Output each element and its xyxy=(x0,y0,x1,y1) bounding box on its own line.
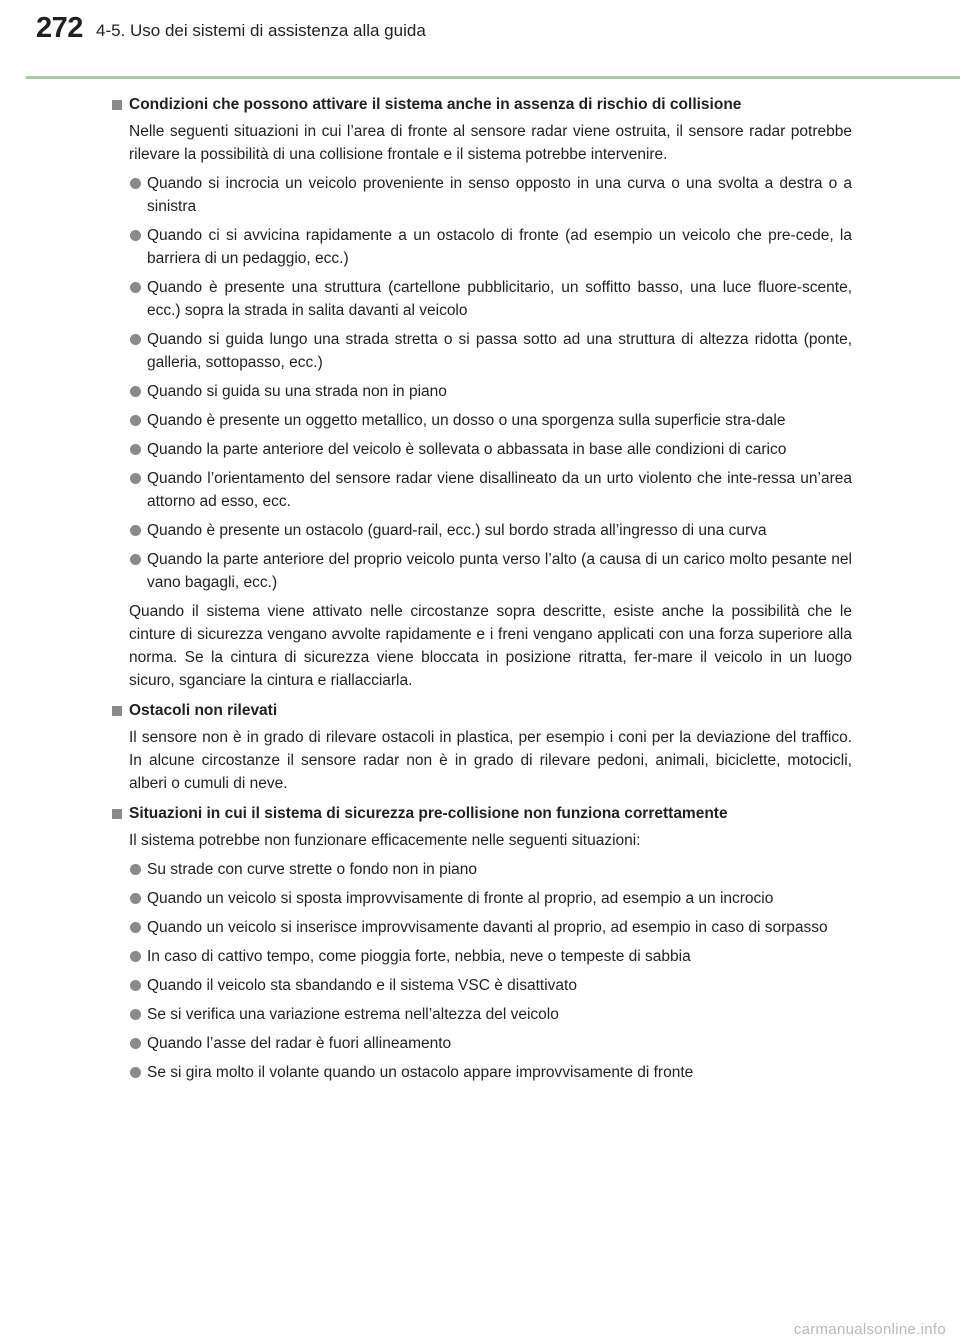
bullet-list xyxy=(112,858,852,1084)
list-item: Su strade con curve strette o fondo non in piano xyxy=(129,858,852,881)
circle-bullet-icon xyxy=(130,1038,141,1049)
circle-bullet-icon xyxy=(130,444,141,455)
list-item: Se si gira molto il volante quando un ostacolo appare improvvisamente di fronte xyxy=(129,1061,852,1084)
list-item: Quando è presente una struttura (cartellone pubblicitario, un soffitto basso, una luce fluore-scente, ecc.) sopra la strada in salita davanti al veicolo xyxy=(129,276,852,322)
list-item: Quando l’asse del radar è fuori allineamento xyxy=(129,1032,852,1055)
square-bullet-icon xyxy=(112,706,122,716)
list-item: Quando la parte anteriore del proprio veicolo punta verso l’alto (a causa di un carico molto pesante nel vano bagagli, ecc.) xyxy=(129,548,852,594)
circle-bullet-icon xyxy=(130,230,141,241)
list-item: Quando è presente un ostacolo (guard-rail, ecc.) sul bordo strada all’ingresso di una curva xyxy=(129,519,852,542)
circle-bullet-icon xyxy=(130,178,141,189)
circle-bullet-icon xyxy=(130,951,141,962)
chapter-title: 4-5. Uso dei sistemi di assistenza alla guida xyxy=(96,21,426,40)
circle-bullet-icon xyxy=(130,893,141,904)
circle-bullet-icon xyxy=(130,1067,141,1078)
list-item: Quando un veicolo si inserisce improvvisamente davanti al proprio, ad esempio in caso di sorpasso xyxy=(129,916,852,939)
bullet-list xyxy=(112,172,852,594)
circle-bullet-icon xyxy=(130,415,141,426)
section-false-activation xyxy=(112,92,852,692)
page-number: 272 xyxy=(36,12,83,44)
circle-bullet-icon xyxy=(130,282,141,293)
circle-bullet-icon xyxy=(130,864,141,875)
section-undetected-obstacles xyxy=(112,698,852,795)
square-bullet-icon xyxy=(112,100,122,110)
circle-bullet-icon xyxy=(130,473,141,484)
list-item: In caso di cattivo tempo, come pioggia forte, nebbia, neve o tempeste di sabbia xyxy=(129,945,852,968)
circle-bullet-icon xyxy=(130,386,141,397)
list-item: Se si verifica una variazione estrema nell’altezza del veicolo xyxy=(129,1003,852,1026)
circle-bullet-icon xyxy=(130,980,141,991)
section-intro: Il sistema potrebbe non funzionare efficacemente nelle seguenti situazioni: xyxy=(129,832,641,849)
header-rule xyxy=(26,76,960,79)
circle-bullet-icon xyxy=(130,334,141,345)
section-intro: Il sensore non è in grado di rilevare ostacoli in plastica, per esempio i coni per la deviazione del traffico. In alcune circostanze il sensore radar non è in grado di rilevare pedoni, animali, biciclette, motocicli, alberi o cumuli di neve. xyxy=(129,729,852,792)
list-item: Quando è presente un oggetto metallico, un dosso o una sporgenza sulla superficie stra-dale xyxy=(129,409,852,432)
list-item: Quando la parte anteriore del veicolo è sollevata o abbassata in base alle condizioni di carico xyxy=(129,438,852,461)
list-item: Quando si incrocia un veicolo proveniente in senso opposto in una curva o una svolta a destra o a sinistra xyxy=(129,172,852,218)
section-intro: Nelle seguenti situazioni in cui l’area di fronte al sensore radar viene ostruita, il sensore radar potrebbe rilevare la possibilità di una collisione frontale e il sistema potrebbe intervenire. xyxy=(129,123,852,163)
section-heading: Situazioni in cui il sistema di sicurezza pre-collisione non funziona correttamente xyxy=(112,801,852,827)
list-item: Quando si guida lungo una strada stretta o si passa sotto ad una struttura di altezza ridotta (ponte, galleria, sottopasso, ecc.) xyxy=(129,328,852,374)
page-header xyxy=(0,0,960,80)
circle-bullet-icon xyxy=(130,922,141,933)
list-item: Quando l’orientamento del sensore radar viene disallineato da un urto violento che inte-ressa un’area attorno ad esso, ecc. xyxy=(129,467,852,513)
circle-bullet-icon xyxy=(130,1009,141,1020)
circle-bullet-icon xyxy=(130,554,141,565)
square-bullet-icon xyxy=(112,809,122,819)
list-item: Quando il veicolo sta sbandando e il sistema VSC è disattivato xyxy=(129,974,852,997)
page-content xyxy=(112,90,852,1090)
section-heading: Ostacoli non rilevati xyxy=(112,698,852,724)
section-heading: Condizioni che possono attivare il sistema anche in assenza di rischio di collisione xyxy=(112,92,852,118)
list-item: Quando un veicolo si sposta improvvisamente di fronte al proprio, ad esempio a un incrocio xyxy=(129,887,852,910)
section-outro: Quando il sistema viene attivato nelle circostanze sopra descritte, esiste anche la possibilità che le cinture di sicurezza vengano avvolte rapidamente e i freni vengano applicati con una forza superiore alla norma. Se la cintura di sicurezza viene bloccata in posizione ritratta, fer-mare il veicolo in un luogo sicuro, sganciare la cintura e riallacciarla. xyxy=(129,603,852,689)
list-item: Quando si guida su una strada non in piano xyxy=(129,380,852,403)
section-malfunction-situations xyxy=(112,801,852,1084)
list-item: Quando ci si avvicina rapidamente a un ostacolo di fronte (ad esempio un veicolo che pre-cede, la barriera di un pedaggio, ecc.) xyxy=(129,224,852,270)
site-watermark: carmanualsonline.info xyxy=(793,1321,946,1338)
circle-bullet-icon xyxy=(130,525,141,536)
